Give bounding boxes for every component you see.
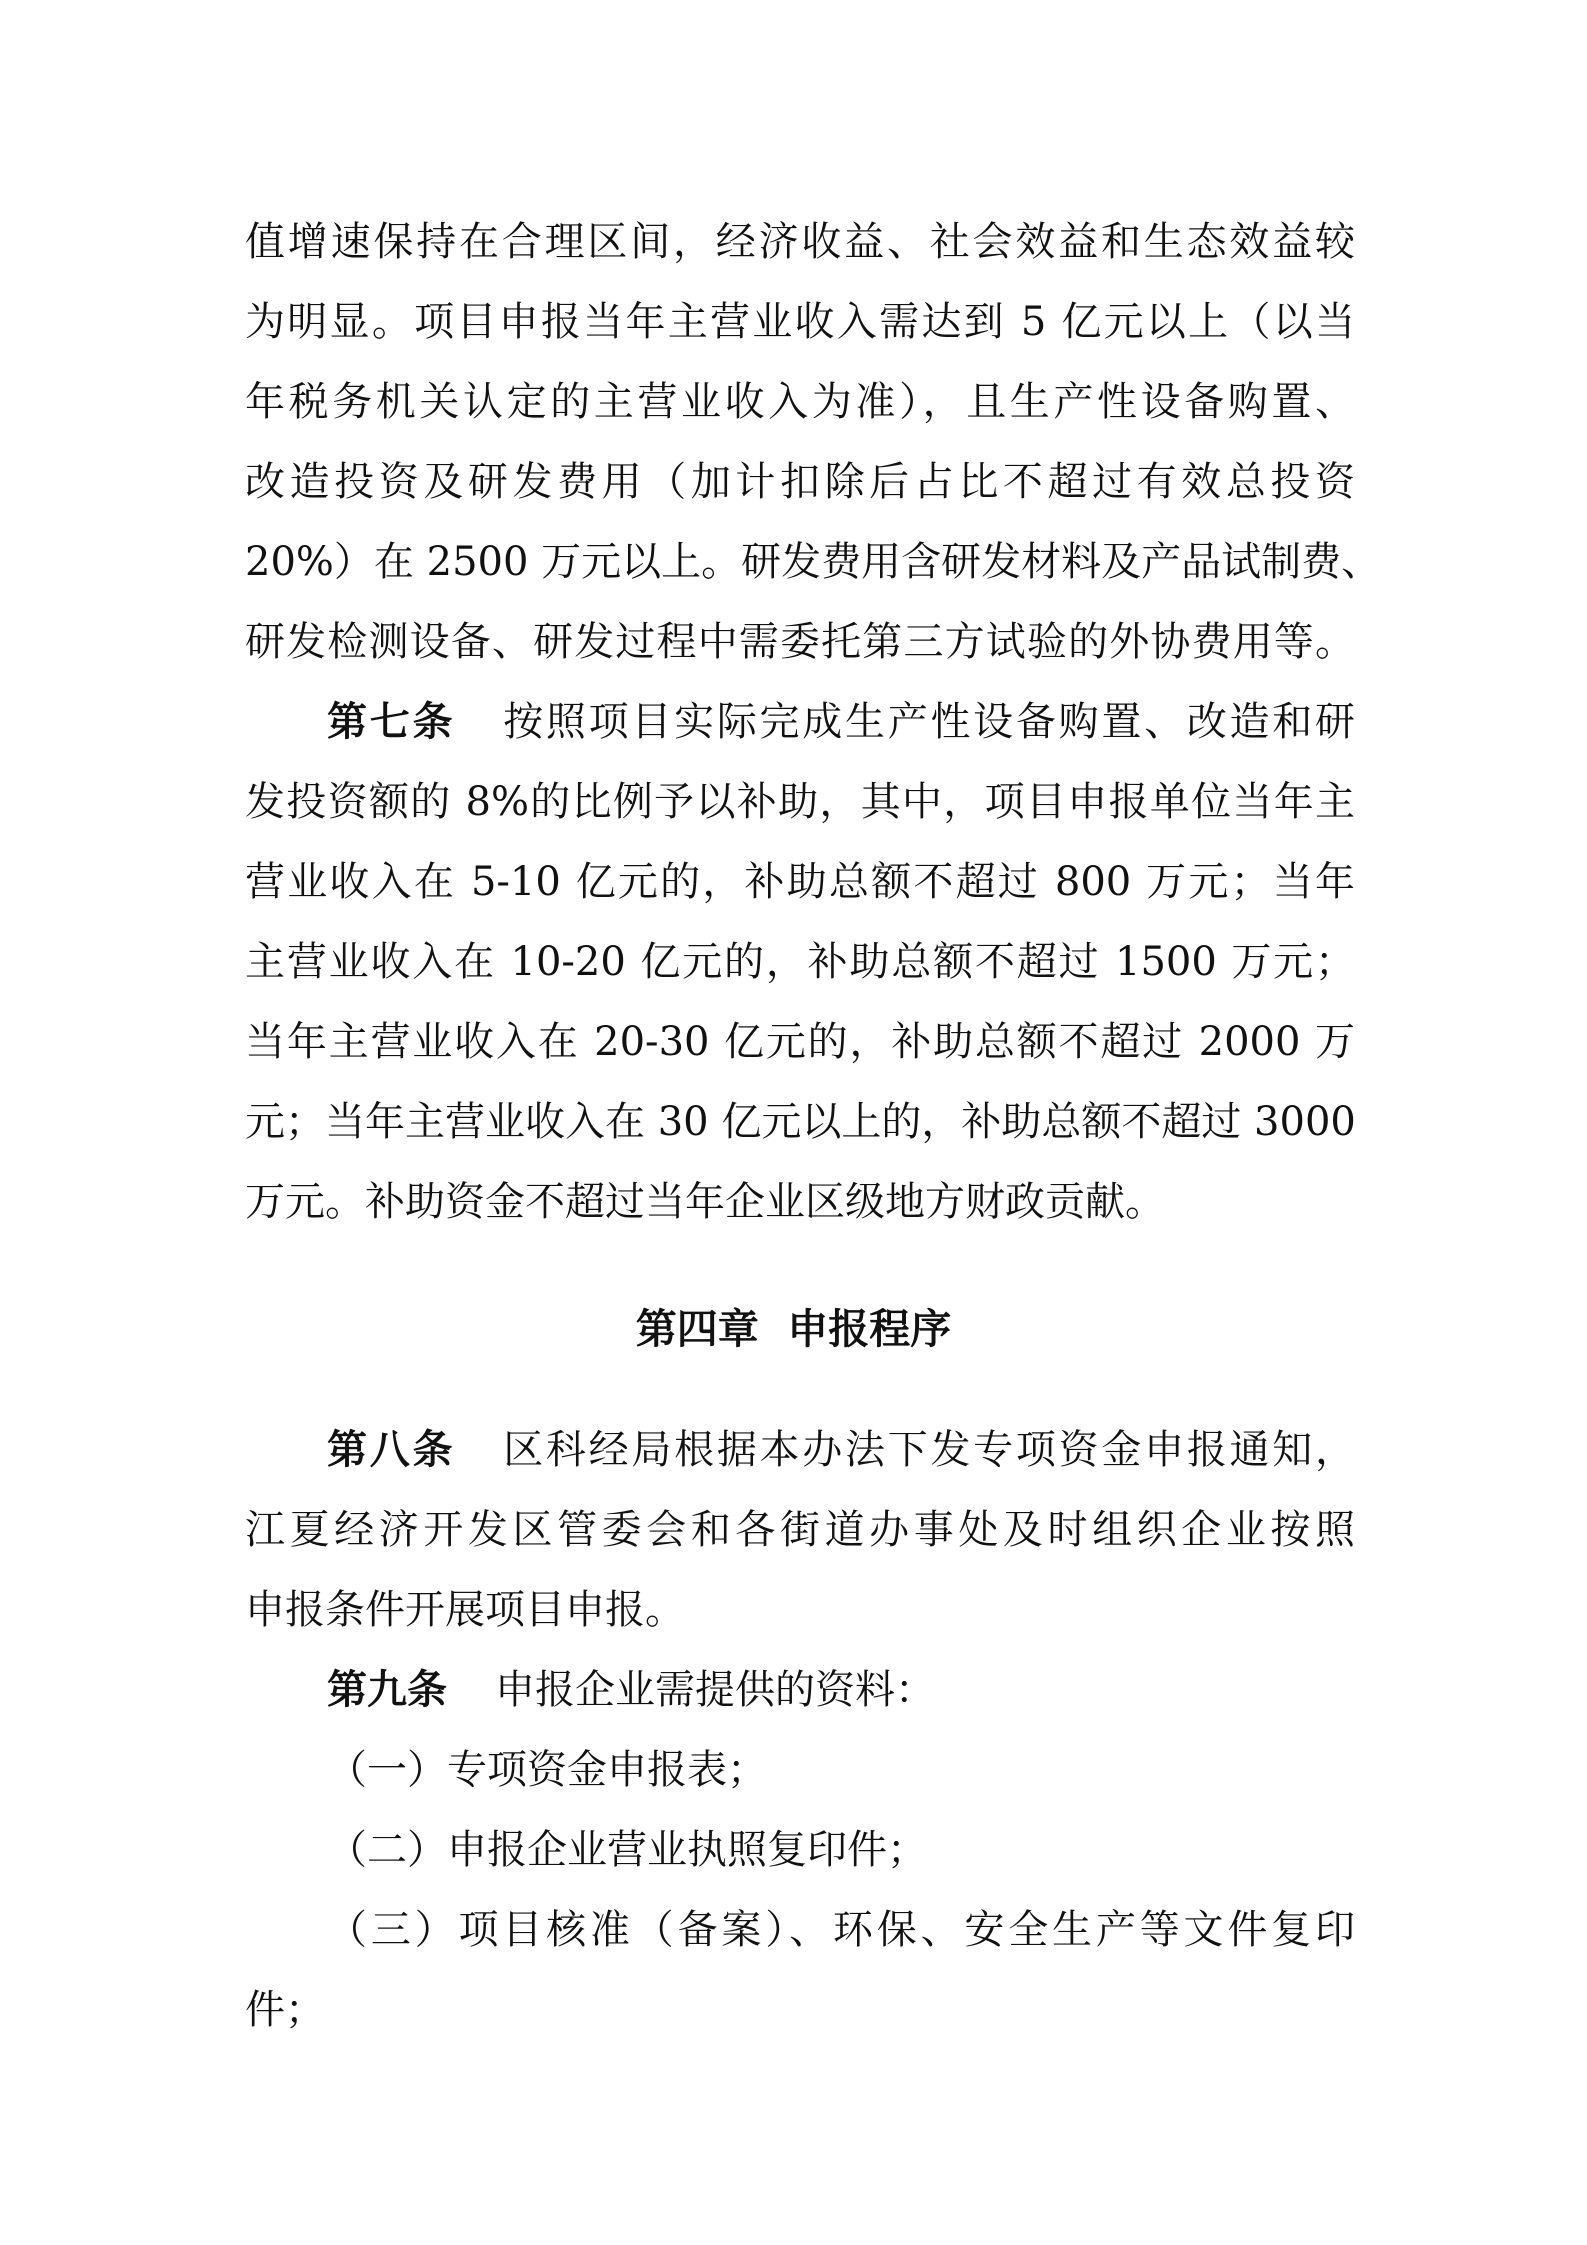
paragraph-line (327, 1420, 1355, 1480)
list-item-continuation: 件； (245, 1987, 325, 2033)
paragraph-line: 年税务机关认定的主营业收入为准），且生产性设备购置、 (245, 379, 1355, 425)
paragraph-line: 营业收入在 5-10 亿元的，补助总额不超过 800 万元；当年 (245, 859, 1355, 905)
paragraph-line: 主营业收入在 10-20 亿元的，补助总额不超过 1500 万元； (245, 939, 1355, 985)
paragraph-line: 当年主营业收入在 20-30 亿元的，补助总额不超过 2000 万 (245, 1019, 1355, 1065)
paragraph-line: 值增速保持在合理区间，经济收益、社会效益和生态效益较 (245, 219, 1355, 265)
paragraph-line: 20%）在 2500 万元以上。研发费用含研发材料及产品试制费、 (245, 539, 1382, 585)
paragraph-line (327, 1660, 1355, 1720)
paragraph-line: 江夏经济开发区管委会和各街道办事处及时组织企业按照 (245, 1507, 1355, 1553)
list-item: （一）专项资金申报表； (327, 1747, 767, 1793)
paragraph-line: 为明显。项目申报当年主营业收入需达到 5 亿元以上（以当 (245, 299, 1355, 345)
paragraph-line: 改造投资及研发费用（加计扣除后占比不超过有效总投资 (245, 459, 1355, 505)
article-label: 第九条 (327, 1667, 447, 1713)
paragraph-line: 万元。补助资金不超过当年企业区级地方财政贡献。 (245, 1179, 1165, 1225)
list-item: （二）申报企业营业执照复印件； (327, 1827, 927, 1873)
paragraph-text: 申报企业需提供的资料： (495, 1667, 935, 1713)
paragraph-text: 区科经局根据本办法下发专项资金申报通知， (503, 1427, 1356, 1473)
paragraph-line: 研发检测设备、研发过程中需委托第三方试验的外协费用等。 (245, 619, 1355, 665)
paragraph-line (327, 692, 1355, 752)
paragraph-line: 元；当年主营业收入在 30 亿元以上的，补助总额不超过 3000 (245, 1099, 1356, 1145)
article-label: 第七条 (327, 699, 456, 745)
paragraph-line: 发投资额的 8%的比例予以补助，其中，项目申报单位当年主 (245, 779, 1355, 825)
paragraph-text: 按照项目实际完成生产性设备购置、改造和研 (503, 699, 1356, 745)
article-label: 第八条 (327, 1427, 456, 1473)
list-item: （三）项目核准（备案）、环保、安全生产等文件复印 (327, 1907, 1355, 1953)
paragraph-line: 申报条件开展项目申报。 (245, 1587, 685, 1633)
chapter-title: 第四章 申报程序 (635, 1305, 952, 1353)
